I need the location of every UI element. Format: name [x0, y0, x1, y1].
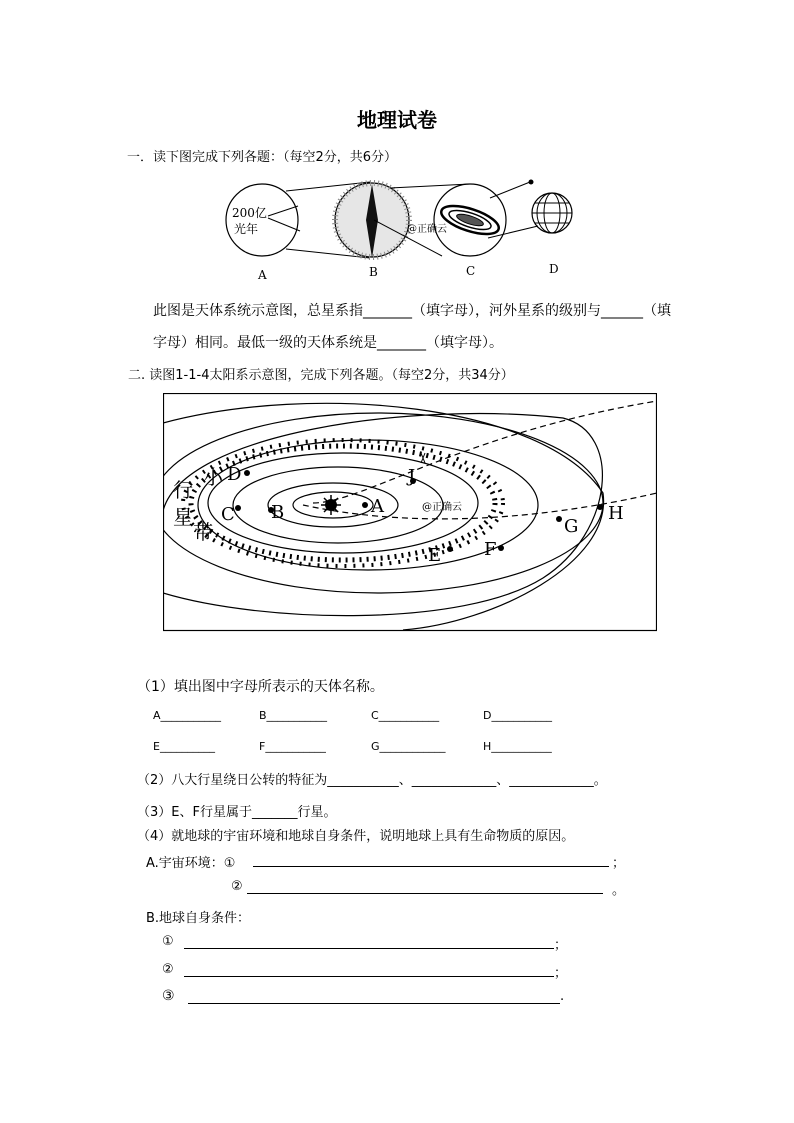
planet-label-b: B: [271, 502, 285, 523]
answer-line-a1-end: ；: [612, 856, 626, 871]
answer-line-b1: [184, 948, 554, 949]
question-1: （1）填出图中字母所表示的天体名称。: [137, 679, 384, 695]
fig-label-a: A: [258, 268, 267, 282]
circle-text-2: 光年: [234, 222, 259, 236]
answer-d: D___________: [483, 709, 552, 722]
answer-line-b2-num: ②: [162, 962, 174, 977]
planet-label-a: A: [371, 496, 384, 517]
galaxy-universe-circle: [226, 184, 300, 256]
answer-line-a1: [253, 866, 609, 867]
answer-c: C___________: [371, 709, 440, 722]
solar-system-circle: [434, 184, 506, 256]
answer-f: F___________: [259, 740, 326, 753]
answer-h: H___________: [483, 740, 552, 753]
planet-label-g: G: [564, 516, 579, 537]
answer-line-b1-end: ；: [554, 938, 568, 953]
question-4: （4）就地球的宇宙环境和地球自身条件，说明地球上具有生命物质的原因。: [137, 829, 575, 844]
fig-label-b: B: [369, 265, 378, 279]
planet-label-e: E: [428, 545, 442, 566]
cosmic-env-label: A.宇宙环境：①: [146, 856, 236, 871]
fig-label-c: C: [466, 264, 476, 278]
planet-label-h: H: [608, 503, 624, 524]
planet-label-f: F: [484, 539, 497, 560]
answer-a: A___________: [153, 709, 222, 722]
fig2-watermark: @正确云: [422, 502, 462, 513]
answer-g: G____________: [371, 740, 446, 753]
question-2: （2）八大行星绕日公转的特征为___________、_____________、_____________。: [137, 773, 607, 788]
milky-way-circle: [335, 183, 409, 258]
planet-label-d: D: [227, 464, 242, 485]
belt-char-3: 星: [173, 505, 193, 529]
planet-label-j: J: [408, 466, 416, 487]
answer-line-b2-end: ；: [554, 966, 568, 981]
sun-icon: [321, 495, 341, 515]
section1-line2: 字母）相同。最低一级的天体系统是_______（填字母）。: [153, 335, 503, 351]
answer-line-a2-end: 。: [612, 883, 626, 898]
solar-system-figure: [163, 393, 657, 632]
answer-line-b2: [184, 976, 554, 977]
question-3: （3）E、F行星属于_______行星。: [137, 805, 337, 820]
belt-char-1: 小: [203, 465, 223, 489]
answer-line-b3-end: .: [560, 989, 565, 1004]
fig1-watermark: @正确云: [407, 224, 447, 235]
answer-e: E__________: [153, 740, 215, 753]
answer-line-b3: [188, 1003, 560, 1004]
celestial-systems-figure: [220, 176, 590, 286]
earth-conditions-label: B.地球自身条件：: [146, 911, 251, 926]
earth-moon-globe: [532, 193, 572, 233]
answer-b: B___________: [259, 709, 328, 722]
fig-label-d: D: [549, 262, 559, 276]
belt-char-2: 行: [173, 478, 193, 502]
answer-line-a2-num: ②: [231, 879, 243, 894]
answer-line-b1-num: ①: [162, 934, 174, 949]
answer-line-a2: [247, 893, 603, 894]
belt-char-4: 带: [193, 520, 213, 544]
circle-text-1: 200亿: [232, 206, 267, 220]
section1-line1: 此图是天体系统示意图，总星系指_______（填字母），河外星系的级别与______（填: [153, 303, 671, 319]
section2-heading: 二. 读图1-1-4太阳系示意图，完成下列各题。（每空2分，共34分）: [128, 368, 514, 383]
planet-label-c: C: [221, 504, 235, 525]
page-title: 地理试卷: [357, 108, 437, 132]
section1-heading: 一．读下图完成下列各题：（每空2分，共6分）: [127, 150, 398, 165]
answer-line-b3-num: ③: [162, 988, 175, 1004]
